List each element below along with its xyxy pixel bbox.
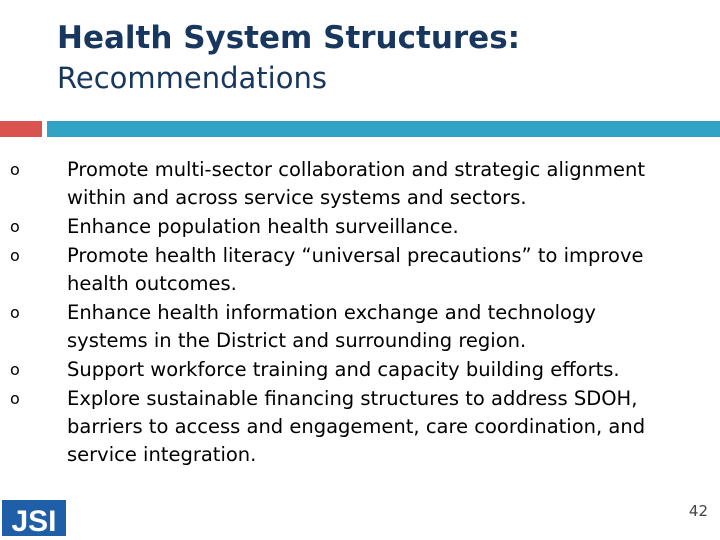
bullet-list — [0, 156, 700, 470]
bullet-marker-icon: o — [10, 160, 20, 179]
jsi-logo-icon — [0, 494, 68, 540]
bullet-marker-icon: o — [10, 360, 20, 379]
title-line-2: Recommendations — [57, 61, 327, 95]
title-line-1: Health System Structures: — [57, 20, 521, 56]
list-item — [0, 242, 700, 298]
bullet-marker-icon: o — [10, 303, 20, 322]
bullet-text: Explore sustainable financing structures to address SDOH, barriers to access and engagement, care coordination, and service integration. — [67, 387, 646, 466]
page-number: 42 — [688, 502, 708, 520]
bullet-text: Enhance population health surveillance. — [67, 215, 459, 238]
logo-text: JSI — [11, 505, 57, 538]
list-item — [0, 156, 700, 212]
slide-title — [57, 18, 520, 98]
bullet-text: Promote health literacy “universal precautions” to improve health outcomes. — [67, 244, 644, 295]
bullet-text: Enhance health information exchange and technology systems in the District and surrounding region. — [67, 301, 596, 352]
bullet-text: Promote multi-sector collaboration and strategic alignment within and across service systems and sectors. — [67, 158, 646, 209]
bullet-text: Support workforce training and capacity building efforts. — [67, 358, 620, 381]
accent-bar-blue — [47, 121, 720, 137]
list-item — [0, 213, 700, 241]
list-item — [0, 385, 700, 469]
bullet-marker-icon: o — [10, 217, 20, 236]
bullet-marker-icon: o — [10, 246, 20, 265]
accent-bar-red — [0, 121, 42, 137]
bullet-marker-icon: o — [10, 389, 20, 408]
list-item — [0, 299, 700, 355]
list-item — [0, 356, 700, 384]
